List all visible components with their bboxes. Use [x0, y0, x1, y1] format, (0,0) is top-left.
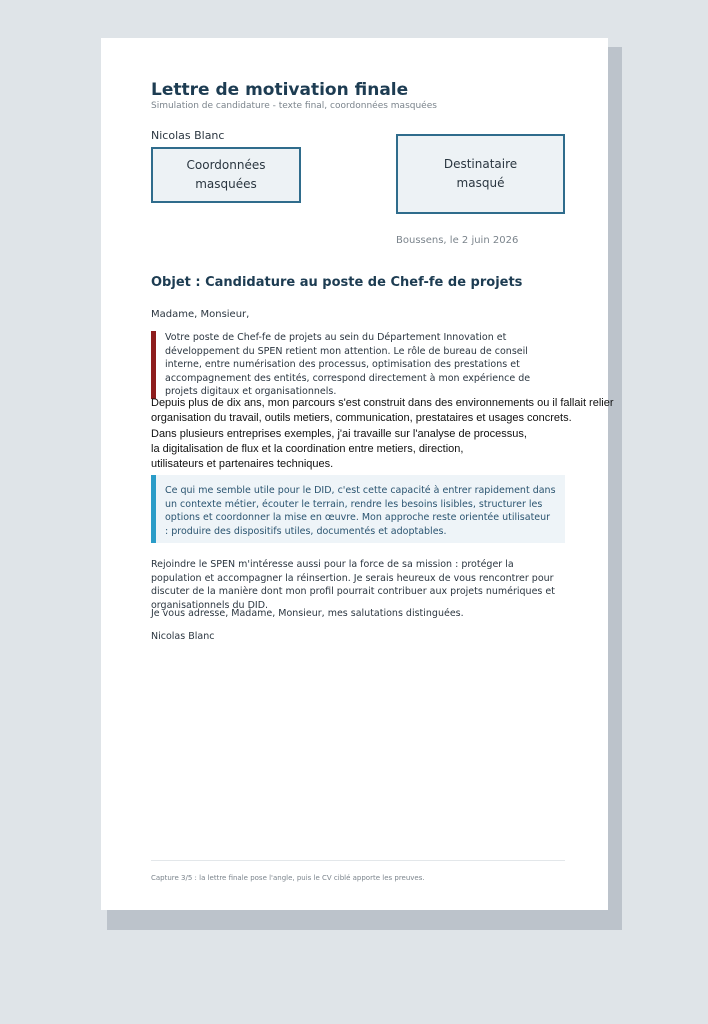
experience-line: organisation du travail, outils metiers, communication, prestataires et usages concrets.: [151, 412, 572, 425]
letter-date: Boussens, le 2 juin 2026: [396, 235, 519, 246]
sender-details-box: [151, 147, 301, 203]
letter-subject: Objet : Candidature au poste de Chef-fe de projets: [151, 275, 523, 290]
footer-divider: [151, 860, 565, 861]
recipient-box: [396, 134, 565, 214]
experience-line: Dans plusieurs entreprises exemples, j'ai travaille sur l'analyse de processus,: [151, 427, 527, 440]
experience-paragraph: [151, 396, 614, 472]
salutation: Madame, Monsieur,: [151, 309, 250, 320]
mission-paragraph: Rejoindre le SPEN m'intéresse aussi pour la force de sa mission : protéger la population et accompagner la réinsertion. Je serais heureux de vous rencontrer pour discuter de la manière dont mon profil pourrait contribuer aux projets numériques et organisationnels du DID.: [151, 559, 555, 611]
experience-line: Depuis plus de dix ans, mon parcours s'est construit dans des environnements ou il fallait relier: [151, 397, 614, 409]
sender-box-line-1: Coordonnées: [186, 158, 266, 172]
closing-line: Je vous adresse, Madame, Monsieur, mes salutations distinguées.: [151, 608, 464, 619]
recipient-box-line-1: Destinataire: [443, 157, 518, 171]
experience-line: utilisateurs et partenaires techniques.: [151, 458, 334, 471]
signature: Nicolas Blanc: [151, 631, 215, 642]
sender-box-line-2: masquées: [195, 177, 257, 191]
footer-caption: Capture 3/5 : la lettre finale pose l'angle, puis le CV ciblé apporte les preuves.: [151, 874, 425, 882]
intro-paragraph: Votre poste de Chef-fe de projets au sein du Département Innovation et développement du SPEN retient mon attention. Le rôle de bureau de conseil interne, entre numérisation des processus, optimisation des prestations et accompagnement des entités, correspond directement à mon expérience de projets digitaux et organisationnels.: [151, 331, 563, 399]
letter-page: [101, 38, 614, 910]
document-subtitle: Simulation de candidature - texte final, coordonnées masquées: [151, 101, 437, 111]
highlight-paragraph: Ce qui me semble utile pour le DID, c'est cette capacité à entrer rapidement dans un contexte métier, écouter le terrain, rendre les besoins lisibles, structurer les options et coordonner la mise en œuvre. Mon approche reste orientée utilisateur : produire des dispositifs utiles, documentés et adoptables.: [151, 475, 565, 543]
recipient-box-line-2: masqué: [456, 176, 505, 190]
sender-name: Nicolas Blanc: [151, 129, 225, 142]
document-title: Lettre de motivation finale: [151, 80, 409, 100]
experience-line: la digitalisation de flux et la coordination entre metiers, direction,: [151, 442, 464, 455]
